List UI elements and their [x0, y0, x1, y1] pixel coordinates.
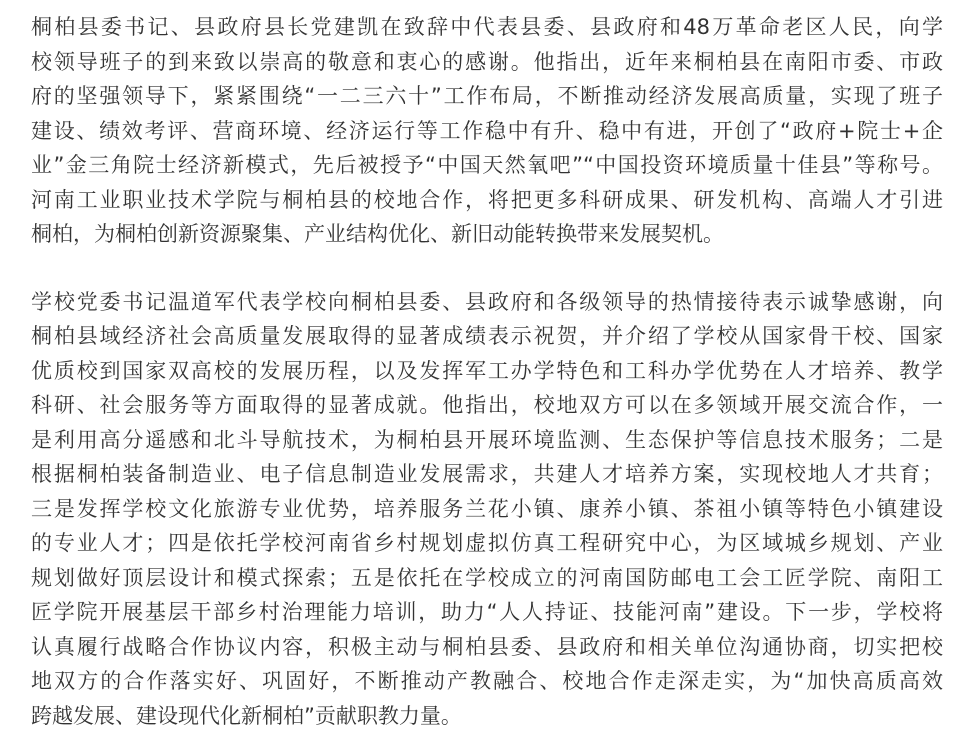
- text-line: 地双方的合作落实好、巩固好，不断推动产教融合、校地合作走深走实，为“加快高质高效: [31, 669, 943, 693]
- text-line: 府的坚强领导下，紧紧围绕“一二三六十”工作布局，不断推动经济发展高质量，实现了班子: [31, 84, 943, 108]
- text-line: 桐柏县域经济社会高质量发展取得的显著成绩表示祝贺，并介绍了学校从国家骨干校、国家: [31, 324, 943, 348]
- text-line: 学校党委书记温道军代表学校向桐柏县委、县政府和各级领导的热情接待表示诚挚感谢，向: [31, 289, 943, 314]
- text-line: 认真履行战略合作协议内容，积极主动与桐柏县委、县政府和相关单位沟通协商，切实把校: [31, 634, 943, 659]
- text-line: 优质校到国家双高校的发展历程，以及发挥军工办学特色和工科办学优势在人才培养、教学: [31, 358, 943, 383]
- text-line: 匠学院开展基层干部乡村治理能力培训，助力“人人持证、技能河南”建设。下一步，学校将: [31, 600, 943, 624]
- text-line: 是利用高分遥感和北斗导航技术，为桐柏县开展环境监测、生态保护等信息技术服务；二是: [31, 427, 943, 452]
- text-line: 三是发挥学校文化旅游专业优势，培养服务兰花小镇、康养小镇、茶祖小镇等特色小镇建设: [31, 496, 943, 521]
- paragraph-spacer: [31, 252, 943, 285]
- text-line: 科研、社会服务等方面取得的显著成就。他指出，校地双方可以在多领域开展交流合作，一: [31, 393, 943, 417]
- text-line: 的专业人才；四是依托学校河南省乡村规划虚拟仿真工程研究中心，为区域城乡规划、产业: [31, 531, 943, 555]
- text-line: 校领导班子的到来致以崇高的敬意和衷心的感谢。他指出，近年来桐柏县在南阳市委、市政: [31, 49, 943, 74]
- article-body: [31, 10, 943, 733]
- text-line: 跨越发展、建设现代化新桐柏”贡献职教力量。: [31, 703, 462, 728]
- paragraph-1: [31, 10, 943, 252]
- paragraph-2: [31, 285, 943, 734]
- text-line: 根据桐柏装备制造业、电子信息制造业发展需求，共建人才培养方案，实现校地人才共育；: [31, 462, 943, 486]
- text-line: 规划做好顶层设计和模式探索；五是依托在学校成立的河南国防邮电工会工匠学院、南阳工: [31, 565, 943, 590]
- text-line: 桐柏县委书记、县政府县长党建凯在致辞中代表县委、县政府和48万革命老区人民，向学: [31, 15, 943, 39]
- text-line: 河南工业职业技术学院与桐柏县的校地合作，将把更多科研成果、研发机构、高端人才引进: [31, 187, 943, 212]
- text-line: 建设、绩效考评、营商环境、经济运行等工作稳中有升、稳中有进，开创了“政府+院士+企: [31, 118, 943, 143]
- text-line: 业”金三角院士经济新模式，先后被授予“中国天然氧吧”“中国投资环境质量十佳县”等称号。: [31, 153, 943, 177]
- text-line: 桐柏，为桐柏创新资源聚集、产业结构优化、新旧动能转换带来发展契机。: [31, 222, 724, 246]
